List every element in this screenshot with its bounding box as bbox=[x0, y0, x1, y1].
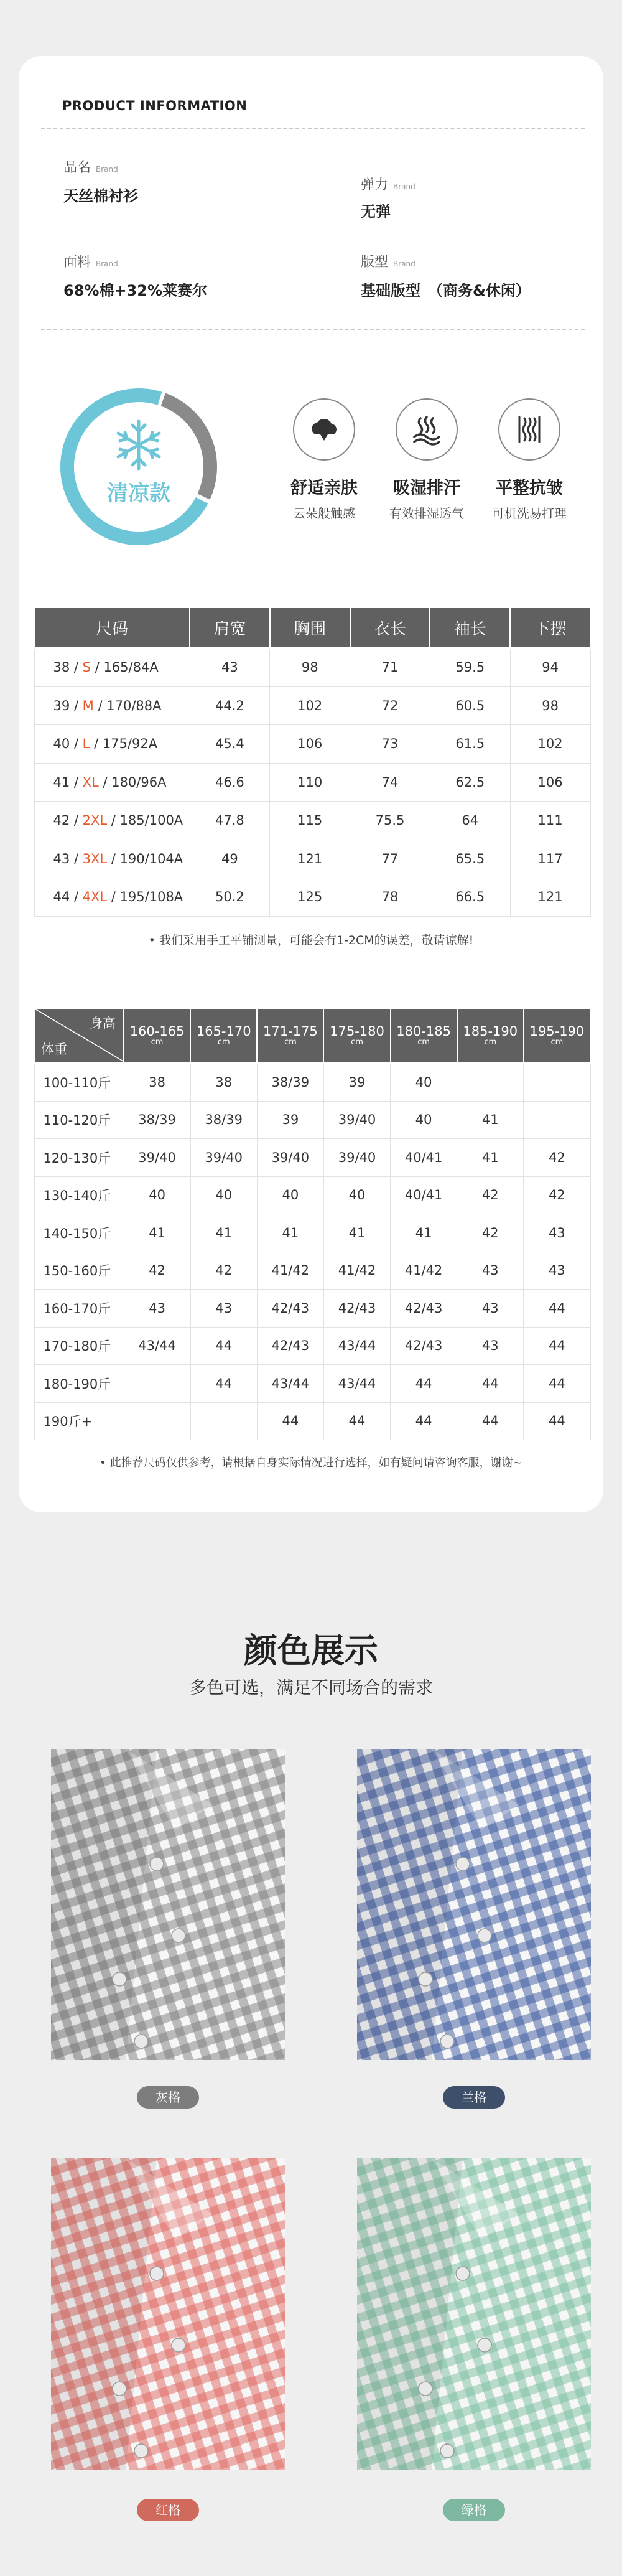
swatch-image-red bbox=[51, 2158, 285, 2470]
shirt-button-icon bbox=[419, 1972, 432, 1986]
table-cell bbox=[524, 1101, 590, 1139]
table-row bbox=[34, 1139, 590, 1177]
table-cell: 44 bbox=[524, 1365, 590, 1403]
table-cell: 38/39 bbox=[190, 1101, 257, 1139]
attr-value-fabric: 68%棉+32%莱赛尔 bbox=[63, 282, 207, 299]
table-row bbox=[34, 725, 590, 764]
table-cell: 44 bbox=[524, 1290, 590, 1328]
table-cell: 115 bbox=[270, 802, 350, 840]
table-cell: 40 bbox=[323, 1176, 390, 1214]
table-cell: 121 bbox=[270, 840, 350, 878]
table-cell: 62.5 bbox=[430, 763, 510, 802]
size-cell: 41 / XL / 180/96A bbox=[34, 763, 190, 802]
swatch-label-green: 绿格 bbox=[443, 2499, 505, 2521]
table-cell: 40 bbox=[124, 1176, 190, 1214]
snowflake-icon bbox=[118, 421, 159, 469]
weight-cell: 160-170斤 bbox=[34, 1290, 124, 1328]
table-cell: 47.8 bbox=[190, 802, 270, 840]
size-cell: 38 / S / 165/84A bbox=[34, 648, 190, 686]
column-header: 袖长 bbox=[430, 607, 510, 648]
table-cell: 43/44 bbox=[323, 1327, 390, 1365]
ref-note: • 此推荐尺码仅供参考，请根据自身实际情况进行选择，如有疑问请咨询客服，谢谢~ bbox=[100, 1456, 522, 1469]
table-cell: 46.6 bbox=[190, 763, 270, 802]
ref-table-header bbox=[34, 1008, 590, 1063]
column-header: 胸围 bbox=[270, 607, 350, 648]
color-section-title: 颜色展示 bbox=[244, 1631, 378, 1670]
color-section-subtitle: 多色可选，满足不同场合的需求 bbox=[188, 1677, 433, 1698]
weight-cell: 140-150斤 bbox=[34, 1214, 124, 1252]
height-header: 185-190 cm bbox=[457, 1008, 524, 1063]
table-cell: 42/43 bbox=[323, 1290, 390, 1328]
gingham-shirt-image bbox=[357, 2158, 591, 2470]
table-row bbox=[34, 1365, 590, 1403]
weight-cell: 100-110斤 bbox=[34, 1063, 124, 1101]
table-cell: 121 bbox=[510, 878, 590, 917]
table-row bbox=[34, 1214, 590, 1252]
table-row bbox=[34, 1402, 590, 1440]
shirt-button-icon bbox=[456, 2267, 470, 2280]
weight-cell: 190斤+ bbox=[34, 1402, 124, 1440]
table-row bbox=[34, 763, 590, 802]
badge-label: 清凉款 bbox=[107, 481, 170, 506]
ring-gauge-icon bbox=[55, 383, 223, 551]
wrinkle-free-icon bbox=[498, 398, 560, 461]
table-row bbox=[34, 878, 590, 917]
table-cell: 43 bbox=[457, 1327, 524, 1365]
table-cell: 102 bbox=[270, 686, 350, 725]
gingham-shirt-image bbox=[51, 1749, 285, 2060]
table-cell: 39/40 bbox=[323, 1139, 390, 1177]
table-cell: 41 bbox=[257, 1214, 323, 1252]
table-cell: 43 bbox=[190, 648, 270, 686]
table-cell: 50.2 bbox=[190, 878, 270, 917]
table-cell: 59.5 bbox=[430, 648, 510, 686]
weight-cell: 130-140斤 bbox=[34, 1176, 124, 1214]
cloud-icon bbox=[293, 398, 355, 461]
table-cell: 40 bbox=[391, 1101, 457, 1139]
feature-comfort bbox=[271, 398, 377, 522]
table-cell: 43/44 bbox=[323, 1365, 390, 1403]
feature-subtitle: 有效排湿透气 bbox=[389, 506, 464, 521]
weight-cell: 150-160斤 bbox=[34, 1252, 124, 1290]
size-table bbox=[34, 607, 591, 917]
table-cell: 78 bbox=[350, 878, 430, 917]
table-cell: 43 bbox=[524, 1214, 590, 1252]
table-cell: 41 bbox=[124, 1214, 190, 1252]
table-row bbox=[34, 686, 590, 725]
divider bbox=[41, 128, 585, 129]
shirt-button-icon bbox=[172, 2338, 185, 2352]
product-info-title: PRODUCT INFORMATION bbox=[62, 98, 248, 113]
table-cell: 39/40 bbox=[257, 1139, 323, 1177]
size-cell: 39 / M / 170/88A bbox=[34, 686, 190, 725]
table-row bbox=[34, 1101, 590, 1139]
table-cell: 41 bbox=[457, 1139, 524, 1177]
table-cell: 66.5 bbox=[430, 878, 510, 917]
size-cell: 40 / L / 175/92A bbox=[34, 725, 190, 764]
size-cell: 43 / 3XL / 190/104A bbox=[34, 840, 190, 878]
table-cell: 43 bbox=[124, 1290, 190, 1328]
table-cell: 41 bbox=[457, 1101, 524, 1139]
table-cell: 43 bbox=[457, 1290, 524, 1328]
table-cell: 43/44 bbox=[124, 1327, 190, 1365]
table-cell: 44 bbox=[190, 1327, 257, 1365]
table-cell: 72 bbox=[350, 686, 430, 725]
size-table-header bbox=[34, 607, 590, 648]
size-recommendation-table bbox=[34, 1008, 591, 1440]
attr-value-name: 天丝棉衬衫 bbox=[63, 187, 138, 205]
height-header: 195-190 cm bbox=[524, 1008, 590, 1063]
corner-header bbox=[34, 1008, 124, 1063]
shirt-button-icon bbox=[456, 1857, 470, 1871]
shirt-button-icon bbox=[113, 2382, 126, 2396]
column-header: 衣长 bbox=[350, 607, 430, 648]
attr-value-elasticity: 无弹 bbox=[361, 203, 391, 220]
table-cell: 60.5 bbox=[430, 686, 510, 725]
table-cell: 39/40 bbox=[124, 1139, 190, 1177]
table-cell: 39/40 bbox=[323, 1101, 390, 1139]
table-cell: 117 bbox=[510, 840, 590, 878]
swatch-image-green bbox=[357, 2158, 591, 2470]
shirt-button-icon bbox=[419, 2382, 432, 2396]
table-cell: 41 bbox=[391, 1214, 457, 1252]
shirt-button-icon bbox=[113, 1972, 126, 1986]
swatch-label-red: 红格 bbox=[137, 2499, 199, 2521]
table-cell: 38 bbox=[124, 1063, 190, 1101]
shirt-button-icon bbox=[440, 2444, 454, 2458]
table-cell: 106 bbox=[270, 725, 350, 764]
feature-title: 平整抗皱 bbox=[496, 479, 563, 498]
swatch-image-grey bbox=[51, 1749, 285, 2060]
table-cell: 41 bbox=[323, 1214, 390, 1252]
table-cell: 42/43 bbox=[391, 1327, 457, 1365]
table-cell: 42 bbox=[457, 1214, 524, 1252]
table-cell: 98 bbox=[270, 648, 350, 686]
table-cell: 42 bbox=[524, 1176, 590, 1214]
feature-title: 舒适亲肤 bbox=[290, 479, 358, 498]
table-cell: 43 bbox=[524, 1252, 590, 1290]
table-cell: 38/39 bbox=[124, 1101, 190, 1139]
size-cell: 42 / 2XL / 185/100A bbox=[34, 802, 190, 840]
attr-value-fit: 基础版型 （商务&休闲） bbox=[361, 282, 531, 299]
table-cell: 45.4 bbox=[190, 725, 270, 764]
table-cell: 44 bbox=[457, 1402, 524, 1440]
table-cell: 42/43 bbox=[257, 1327, 323, 1365]
table-cell: 41/42 bbox=[391, 1252, 457, 1290]
table-cell: 98 bbox=[510, 686, 590, 725]
table-cell: 42 bbox=[524, 1139, 590, 1177]
table-cell: 39 bbox=[323, 1063, 390, 1101]
shirt-button-icon bbox=[440, 2035, 454, 2048]
table-cell: 40 bbox=[257, 1176, 323, 1214]
weight-cell: 110-120斤 bbox=[34, 1101, 124, 1139]
table-cell: 41/42 bbox=[323, 1252, 390, 1290]
feature-moisture bbox=[374, 398, 480, 522]
height-header: 160-165 cm bbox=[124, 1008, 190, 1063]
feature-subtitle: 可机洗易打理 bbox=[492, 506, 567, 521]
table-cell: 94 bbox=[510, 648, 590, 686]
table-cell: 49 bbox=[190, 840, 270, 878]
shirt-button-icon bbox=[134, 2035, 148, 2048]
gingham-shirt-image bbox=[51, 2158, 285, 2470]
table-cell: 44 bbox=[257, 1402, 323, 1440]
feature-title: 吸湿排汗 bbox=[393, 479, 460, 498]
table-cell: 75.5 bbox=[350, 802, 430, 840]
swatch-label-blue: 兰格 bbox=[443, 2086, 505, 2109]
column-header: 下摆 bbox=[510, 607, 590, 648]
table-cell: 44 bbox=[391, 1402, 457, 1440]
table-cell: 42 bbox=[124, 1252, 190, 1290]
table-row bbox=[34, 1252, 590, 1290]
steam-icon bbox=[396, 398, 458, 461]
table-row bbox=[34, 1327, 590, 1365]
table-cell: 40/41 bbox=[391, 1139, 457, 1177]
gingham-shirt-image bbox=[357, 1749, 591, 2060]
feature-subtitle: 云朵般触感 bbox=[293, 506, 355, 521]
size-cell: 44 / 4XL / 195/108A bbox=[34, 878, 190, 917]
table-cell: 43/44 bbox=[257, 1365, 323, 1403]
attr-label-name: 品名 Brand bbox=[63, 160, 118, 176]
swatch-label-grey: 灰格 bbox=[137, 2086, 199, 2109]
table-cell: 44 bbox=[524, 1402, 590, 1440]
attr-label-elasticity: 弹力 Brand bbox=[361, 177, 415, 193]
table-cell: 125 bbox=[270, 878, 350, 917]
table-cell bbox=[124, 1402, 190, 1440]
weight-axis-label: 体重 bbox=[41, 1041, 67, 1057]
table-cell: 44.2 bbox=[190, 686, 270, 725]
table-cell bbox=[457, 1063, 524, 1101]
table-cell: 41 bbox=[190, 1214, 257, 1252]
height-axis-label: 身高 bbox=[90, 1016, 116, 1031]
table-cell bbox=[190, 1402, 257, 1440]
shirt-button-icon bbox=[478, 1929, 491, 1942]
table-cell: 42 bbox=[190, 1252, 257, 1290]
table-cell: 40 bbox=[391, 1063, 457, 1101]
table-cell: 40/41 bbox=[391, 1176, 457, 1214]
table-row bbox=[34, 1063, 590, 1101]
weight-cell: 170-180斤 bbox=[34, 1327, 124, 1365]
attr-label-fabric: 面料 Brand bbox=[63, 255, 118, 270]
table-row bbox=[34, 1290, 590, 1328]
shirt-button-icon bbox=[478, 2338, 491, 2352]
table-row bbox=[34, 840, 590, 878]
table-cell: 42/43 bbox=[391, 1290, 457, 1328]
size-note: • 我们采用手工平铺测量，可能会有1-2CM的误差，敬请谅解! bbox=[148, 934, 474, 947]
table-cell bbox=[124, 1365, 190, 1403]
table-cell: 44 bbox=[457, 1365, 524, 1403]
table-cell: 102 bbox=[510, 725, 590, 764]
table-cell: 61.5 bbox=[430, 725, 510, 764]
table-cell: 39 bbox=[257, 1101, 323, 1139]
table-cell: 106 bbox=[510, 763, 590, 802]
height-header: 175-180 cm bbox=[323, 1008, 390, 1063]
swatch-image-blue bbox=[357, 1749, 591, 2060]
divider bbox=[41, 329, 585, 330]
height-header: 171-175 cm bbox=[257, 1008, 323, 1063]
table-cell: 38 bbox=[190, 1063, 257, 1101]
weight-cell: 180-190斤 bbox=[34, 1365, 124, 1403]
table-cell: 110 bbox=[270, 763, 350, 802]
table-cell: 44 bbox=[323, 1402, 390, 1440]
table-cell: 42 bbox=[457, 1176, 524, 1214]
table-cell: 73 bbox=[350, 725, 430, 764]
column-header: 尺码 bbox=[34, 607, 190, 648]
shirt-button-icon bbox=[150, 1857, 164, 1871]
weight-cell: 120-130斤 bbox=[34, 1139, 124, 1177]
table-cell: 38/39 bbox=[257, 1063, 323, 1101]
attr-label-fit: 版型 Brand bbox=[361, 255, 415, 270]
table-cell: 111 bbox=[510, 802, 590, 840]
shirt-button-icon bbox=[172, 1929, 185, 1942]
table-cell: 77 bbox=[350, 840, 430, 878]
table-cell: 64 bbox=[430, 802, 510, 840]
table-cell bbox=[524, 1063, 590, 1101]
table-cell: 43 bbox=[457, 1252, 524, 1290]
table-row bbox=[34, 648, 590, 686]
table-cell: 42/43 bbox=[257, 1290, 323, 1328]
table-cell: 71 bbox=[350, 648, 430, 686]
table-row bbox=[34, 802, 590, 840]
table-cell: 44 bbox=[524, 1327, 590, 1365]
table-cell: 44 bbox=[190, 1365, 257, 1403]
table-cell: 43 bbox=[190, 1290, 257, 1328]
table-cell: 41/42 bbox=[257, 1252, 323, 1290]
height-header: 165-170 cm bbox=[190, 1008, 257, 1063]
table-cell: 65.5 bbox=[430, 840, 510, 878]
shirt-button-icon bbox=[150, 2267, 164, 2280]
table-cell: 74 bbox=[350, 763, 430, 802]
table-row bbox=[34, 1176, 590, 1214]
column-header: 肩宽 bbox=[190, 607, 270, 648]
feature-wrinkle-free bbox=[476, 398, 582, 522]
cool-badge bbox=[55, 383, 223, 551]
table-cell: 40 bbox=[190, 1176, 257, 1214]
height-header: 180-185 cm bbox=[391, 1008, 457, 1063]
table-cell: 44 bbox=[391, 1365, 457, 1403]
table-cell: 39/40 bbox=[190, 1139, 257, 1177]
shirt-button-icon bbox=[134, 2444, 148, 2458]
